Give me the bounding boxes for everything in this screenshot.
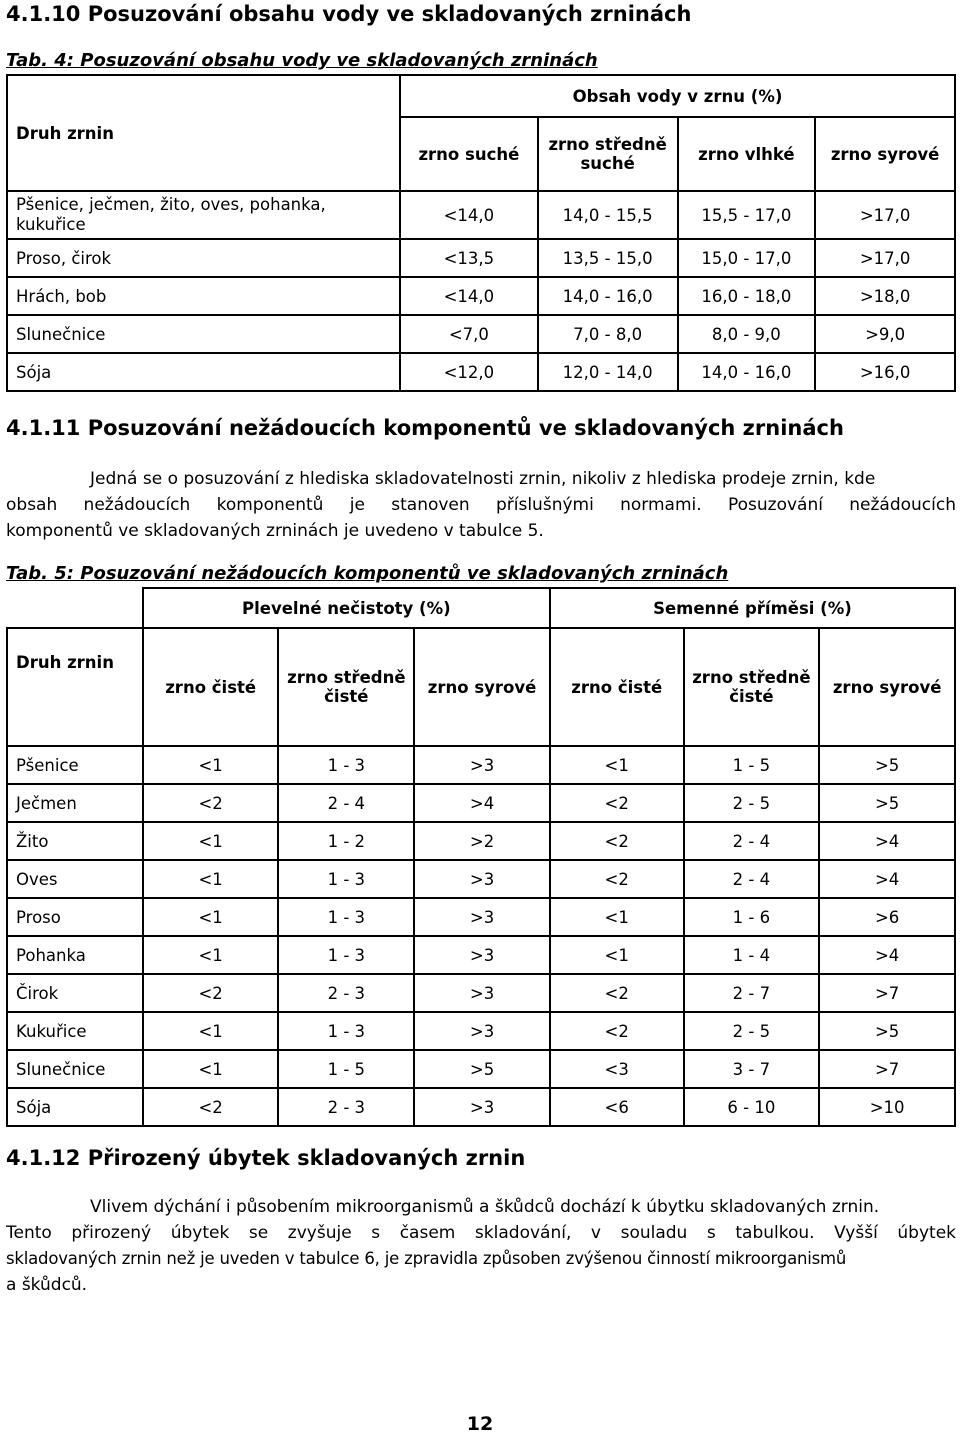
table4-cell: <12,0 xyxy=(400,353,538,391)
table5-cell: 1 - 4 xyxy=(684,936,820,974)
table4-cell: >18,0 xyxy=(815,277,955,315)
table-row xyxy=(7,191,955,239)
table5-cell: <1 xyxy=(550,936,684,974)
table4-header-col: zrno syrové xyxy=(815,117,955,191)
table4-header-kind: Druh zrnin xyxy=(7,75,400,191)
table5-row-name: Sója xyxy=(7,1088,143,1126)
table5-cell: >4 xyxy=(414,784,550,822)
table5-cell: <1 xyxy=(143,898,279,936)
table4-row-name: Slunečnice xyxy=(7,315,400,353)
table5-cell: 1 - 2 xyxy=(278,822,414,860)
table-row xyxy=(7,1012,955,1050)
table5-cell: <2 xyxy=(550,784,684,822)
table5-cell: 1 - 6 xyxy=(684,898,820,936)
table-row xyxy=(7,784,955,822)
table-row xyxy=(7,974,955,1012)
table4-header-col: zrno vlhké xyxy=(678,117,816,191)
table5-cell: >3 xyxy=(414,746,550,784)
table5-cell: <1 xyxy=(143,822,279,860)
table4-cell: >16,0 xyxy=(815,353,955,391)
table5-cell: <2 xyxy=(143,1088,279,1126)
table5-cell: >4 xyxy=(819,860,955,898)
table4-row-name: Sója xyxy=(7,353,400,391)
table5-caption: Tab. 5: Posuzování nežádoucích komponentů ve skladovaných zrninách xyxy=(6,563,729,584)
table4-row-name: Pšenice, ječmen, žito, oves, pohanka, kukuřice xyxy=(7,191,400,239)
table5-cell: >3 xyxy=(414,1012,550,1050)
table5-cell: 3 - 7 xyxy=(684,1050,820,1088)
table5-header-group-seeds: Semenné příměsi (%) xyxy=(550,588,955,628)
table5-cell: 1 - 3 xyxy=(278,1012,414,1050)
table5-cell: >3 xyxy=(414,974,550,1012)
table4-cell: <7,0 xyxy=(400,315,538,353)
paragraph-loss xyxy=(6,1194,956,1298)
table5-cell: >10 xyxy=(819,1088,955,1126)
table-row xyxy=(7,746,955,784)
table4-cell: 12,0 - 14,0 xyxy=(538,353,678,391)
table5-cell: 2 - 4 xyxy=(278,784,414,822)
table5-cell: 1 - 3 xyxy=(278,898,414,936)
table-row xyxy=(7,1050,955,1088)
table-row xyxy=(7,277,955,315)
table5-cell: <2 xyxy=(143,974,279,1012)
table5-header-col: zrno syrové xyxy=(414,628,550,746)
table-row xyxy=(7,860,955,898)
table5-cell: >5 xyxy=(819,746,955,784)
table5-header-col: zrno čisté xyxy=(143,628,279,746)
table5-cell: >5 xyxy=(819,784,955,822)
table5-row-name: Oves xyxy=(7,860,143,898)
table5-cell: >4 xyxy=(819,822,955,860)
table-row xyxy=(7,315,955,353)
table5-cell: <2 xyxy=(550,974,684,1012)
paragraph-line: a škůdců. xyxy=(6,1275,88,1295)
table5-cell: 2 - 3 xyxy=(278,1088,414,1126)
table4-cell: <13,5 xyxy=(400,239,538,277)
table5-cell: 2 - 5 xyxy=(684,784,820,822)
section-heading-water: 4.1.10 Posuzování obsahu vody ve skladovaných zrninách xyxy=(6,2,692,26)
table-row xyxy=(7,353,955,391)
table5-cell: 1 - 5 xyxy=(278,1050,414,1088)
table5-cell: <1 xyxy=(143,746,279,784)
table4-header-col: zrno středně suché xyxy=(538,117,678,191)
paragraph-line: obsah nežádoucích komponentů je stanoven příslušnými normami. Posuzování nežádoucích xyxy=(6,495,956,515)
table5-row-name: Pohanka xyxy=(7,936,143,974)
table-row xyxy=(7,1088,955,1126)
table5-cell: >5 xyxy=(414,1050,550,1088)
table-row xyxy=(7,822,955,860)
paragraph-line: Jedná se o posuzování z hlediska skladovatelnosti zrnin, nikoliv z hlediska prodeje zrnin, kde xyxy=(90,469,876,489)
table5-header-col: zrno čisté xyxy=(550,628,684,746)
paragraph-components xyxy=(6,466,956,544)
table4-cell: >17,0 xyxy=(815,239,955,277)
table5-cell: 2 - 3 xyxy=(278,974,414,1012)
table5-cell: >7 xyxy=(819,1050,955,1088)
table5-cell: <1 xyxy=(143,860,279,898)
table5-cell: 2 - 7 xyxy=(684,974,820,1012)
table4-cell: 16,0 - 18,0 xyxy=(678,277,816,315)
section-heading-loss: 4.1.12 Přirozený úbytek skladovaných zrnin xyxy=(6,1146,526,1170)
table4-header-group: Obsah vody v zrnu (%) xyxy=(400,75,955,117)
table5-cell: >5 xyxy=(819,1012,955,1050)
table5-header-col: zrno středně čisté xyxy=(278,628,414,746)
table5-cell: 2 - 4 xyxy=(684,822,820,860)
table4-row-name: Proso, čirok xyxy=(7,239,400,277)
paragraph-line: Tento přirozený úbytek se zvyšuje s časem skladování, v souladu s tabulkou. Vyšší úbytek xyxy=(6,1223,956,1243)
table5-row-name: Kukuřice xyxy=(7,1012,143,1050)
table4-cell: <14,0 xyxy=(400,277,538,315)
paragraph-line: Vlivem dýchání i působením mikroorganismů a škůdců dochází k úbytku skladovaných zrnin. xyxy=(90,1197,880,1217)
table4-cell: 14,0 - 16,0 xyxy=(678,353,816,391)
table5-undesirable-components xyxy=(6,587,956,1127)
table5-cell: >6 xyxy=(819,898,955,936)
table5-cell: <1 xyxy=(143,936,279,974)
table5-cell: 1 - 3 xyxy=(278,860,414,898)
section-heading-components: 4.1.11 Posuzování nežádoucích komponentů ve skladovaných zrninách xyxy=(6,416,844,440)
table-row xyxy=(7,936,955,974)
table4-cell: 14,0 - 15,5 xyxy=(538,191,678,239)
table5-cell: >3 xyxy=(414,1088,550,1126)
table5-row-name: Ječmen xyxy=(7,784,143,822)
table5-header-kind: Druh zrnin xyxy=(7,628,143,746)
paragraph-line: skladovaných zrnin než je uveden v tabulce 6, je zpravidla způsoben zvýšenou činností mikroorganismů xyxy=(6,1249,847,1268)
table5-header-blank xyxy=(7,588,143,628)
table5-cell: 6 - 10 xyxy=(684,1088,820,1126)
table5-cell: <1 xyxy=(143,1050,279,1088)
table5-cell: >7 xyxy=(819,974,955,1012)
table4-cell: 15,0 - 17,0 xyxy=(678,239,816,277)
table5-cell: 2 - 5 xyxy=(684,1012,820,1050)
table5-cell: <2 xyxy=(550,1012,684,1050)
table5-row-name: Pšenice xyxy=(7,746,143,784)
table5-cell: 2 - 4 xyxy=(684,860,820,898)
table-row xyxy=(7,898,955,936)
table5-cell: <3 xyxy=(550,1050,684,1088)
table5-cell: >4 xyxy=(819,936,955,974)
table5-row-name: Čirok xyxy=(7,974,143,1012)
table5-cell: <1 xyxy=(143,1012,279,1050)
page-number: 12 xyxy=(466,1413,494,1435)
table5-cell: >3 xyxy=(414,860,550,898)
table4-cell: 13,5 - 15,0 xyxy=(538,239,678,277)
table5-header-col: zrno syrové xyxy=(819,628,955,746)
table5-cell: 1 - 5 xyxy=(684,746,820,784)
table-row xyxy=(7,239,955,277)
table5-cell: <1 xyxy=(550,746,684,784)
table5-cell: 1 - 3 xyxy=(278,746,414,784)
table4-caption: Tab. 4: Posuzování obsahu vody ve skladovaných zrninách xyxy=(6,50,598,71)
table4-cell: 7,0 - 8,0 xyxy=(538,315,678,353)
table4-cell: <14,0 xyxy=(400,191,538,239)
table5-cell: >3 xyxy=(414,936,550,974)
table5-cell: >2 xyxy=(414,822,550,860)
table5-cell: <1 xyxy=(550,898,684,936)
table4-cell: 8,0 - 9,0 xyxy=(678,315,816,353)
table5-cell: >3 xyxy=(414,898,550,936)
table5-cell: <2 xyxy=(550,822,684,860)
table4-cell: >9,0 xyxy=(815,315,955,353)
table5-header-group-weeds: Plevelné nečistoty (%) xyxy=(143,588,550,628)
table4-header-col: zrno suché xyxy=(400,117,538,191)
paragraph-line: komponentů ve skladovaných zrninách je uvedeno v tabulce 5. xyxy=(6,521,544,541)
table5-cell: 1 - 3 xyxy=(278,936,414,974)
table4-water-content xyxy=(6,74,956,392)
table5-row-name: Proso xyxy=(7,898,143,936)
table5-cell: <2 xyxy=(550,860,684,898)
table5-row-name: Žito xyxy=(7,822,143,860)
table5-cell: <2 xyxy=(143,784,279,822)
table5-header-col: zrno středně čisté xyxy=(684,628,820,746)
table5-cell: <6 xyxy=(550,1088,684,1126)
table4-cell: 15,5 - 17,0 xyxy=(678,191,816,239)
table4-cell: >17,0 xyxy=(815,191,955,239)
table4-row-name: Hrách, bob xyxy=(7,277,400,315)
table5-row-name: Slunečnice xyxy=(7,1050,143,1088)
table4-cell: 14,0 - 16,0 xyxy=(538,277,678,315)
